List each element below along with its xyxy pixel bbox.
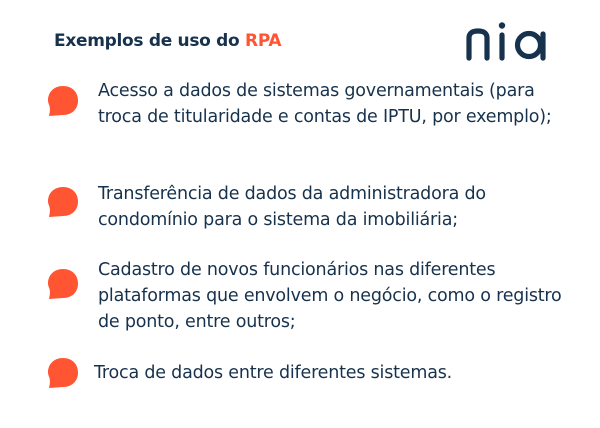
- speech-bubble-icon: [46, 267, 80, 301]
- speech-bubble-icon: [46, 356, 80, 390]
- speech-bubble-icon: [46, 84, 80, 118]
- list-item-text: Cadastro de novos funcionários nas diferentes plataformas que envolvem o negócio, como o registro de ponto, entre outros;: [98, 260, 562, 332]
- list-item: [46, 257, 576, 339]
- page-title: [54, 31, 281, 51]
- list-item: [46, 78, 576, 160]
- list-item-text: Troca de dados entre diferentes sistemas.: [94, 363, 453, 383]
- title-accent: RPA: [245, 31, 282, 51]
- list-item-text: Acesso a dados de sistemas governamentais (para troca de titularidade e contas de IPTU, por exemplo);: [98, 81, 552, 127]
- list-item: [46, 356, 576, 392]
- list-item-text: Transferência de dados da administradora do condomínio para o sistema da imobiliária;: [98, 184, 486, 230]
- nia-logo: [465, 22, 557, 62]
- speech-bubble-icon: [46, 185, 80, 219]
- list-item: [46, 181, 576, 237]
- title-prefix: Exemplos de uso do: [54, 31, 246, 51]
